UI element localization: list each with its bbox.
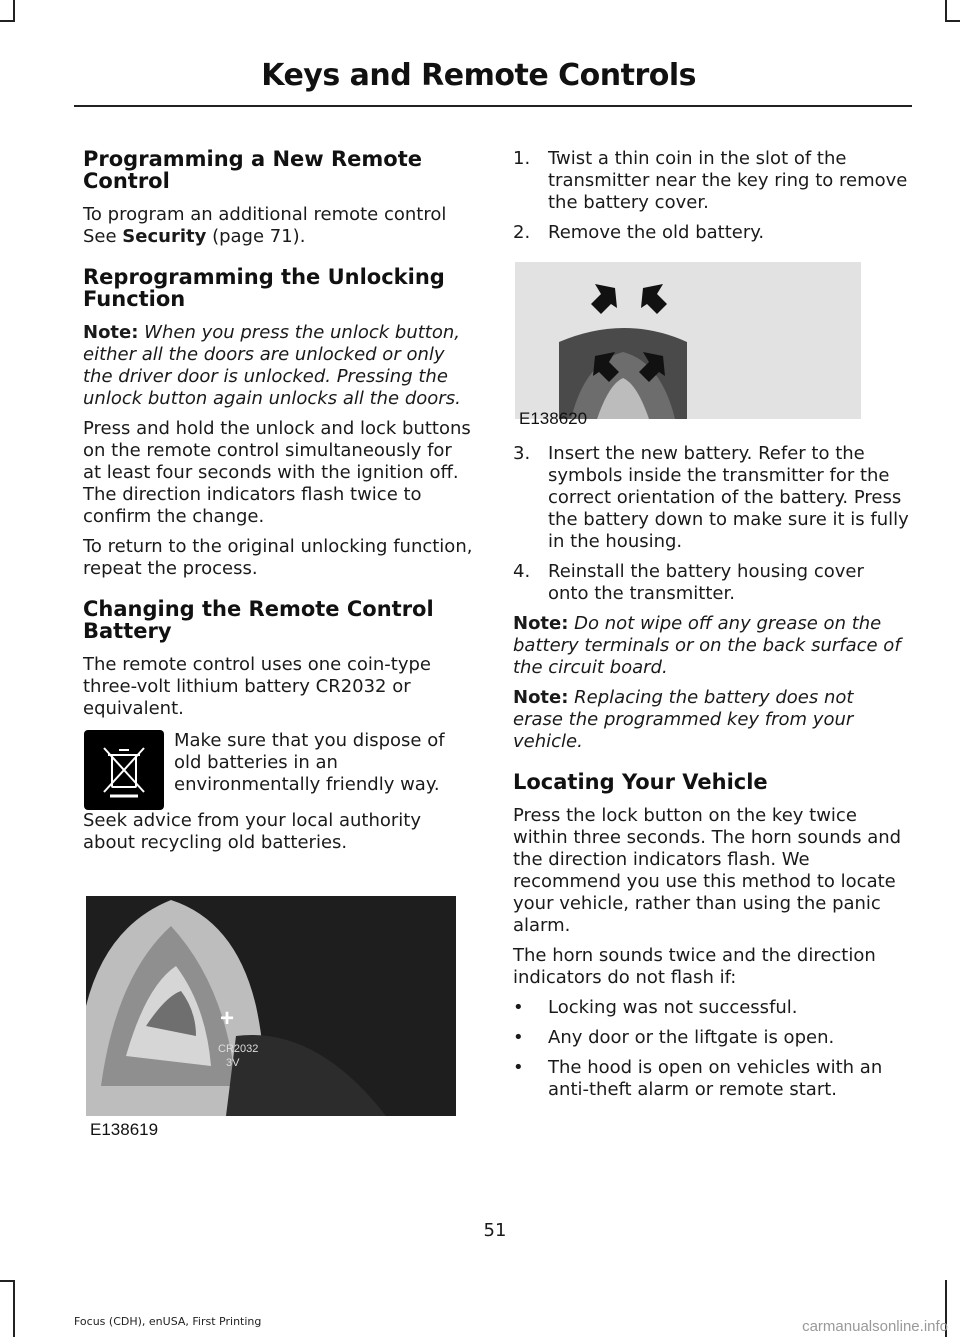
paragraph: Seek advice from your local authority about recycling old batteries. bbox=[83, 810, 422, 853]
figure-id: E138619 bbox=[90, 1120, 159, 1139]
heading-programming: Programming a New Remote Control bbox=[83, 147, 423, 193]
footer-text: Focus (CDH), enUSA, First Printing bbox=[74, 1315, 262, 1328]
battery-cover-figure bbox=[515, 262, 861, 428]
battery-illustration bbox=[86, 896, 456, 1116]
page-number: 51 bbox=[483, 1220, 507, 1241]
paragraph: The remote control uses one coin-type three-volt lithium battery CR2032 or equivalent. bbox=[83, 654, 431, 719]
paragraph: To return to the original unlocking function, repeat the process. bbox=[83, 536, 473, 579]
paragraph: Press and hold the unlock and lock buttons on the remote control simultaneously for at least four seconds with the ignition off. The direction indicators flash twice to confirm the change. bbox=[83, 418, 471, 527]
crop-mark bbox=[945, 20, 960, 22]
battery-figure bbox=[86, 896, 456, 1139]
list-item: 1. Twist a thin coin in the slot of the transmitter near the key ring to remove the battery cover. bbox=[513, 148, 908, 213]
left-column bbox=[83, 147, 475, 1139]
heading-locating: Locating Your Vehicle bbox=[513, 770, 768, 794]
crop-mark bbox=[0, 1280, 15, 1282]
crop-mark bbox=[0, 20, 15, 22]
paragraph: Press the lock button on the key twice within three seconds. The horn sounds and the direction indicators flash. We recommend you use this method to locate your vehicle, rather than using the panic alarm. bbox=[513, 805, 902, 936]
disposal-block bbox=[83, 730, 475, 810]
header-divider bbox=[74, 105, 912, 107]
list-item: 3. Insert the new battery. Refer to the symbols inside the transmitter for the correct orientation of the battery. Press the battery down to make sure it is fully in the housing. bbox=[513, 443, 909, 552]
battery-label: CR2032 bbox=[218, 1043, 259, 1055]
right-column bbox=[513, 148, 909, 1109]
bullet-item: • The hood is open on vehicles with an anti-theft alarm or remote start. bbox=[513, 1057, 883, 1100]
watermark: carmanualsonline.info bbox=[802, 1318, 948, 1335]
note: Note: When you press the unlock button, either all the doors are unlocked or only the driver door is unlocked. Pressing the unlock button again unlocks all the doors. bbox=[83, 322, 461, 409]
list-item: 2. Remove the old battery. bbox=[513, 222, 765, 243]
disposal-text: Make sure that you dispose of old batteries in an environmentally friendly way. bbox=[174, 730, 445, 795]
heading-reprogramming: Reprogramming the Unlocking Function bbox=[83, 265, 445, 311]
plus-mark: + bbox=[220, 1005, 235, 1032]
crop-mark bbox=[13, 0, 15, 22]
page-title: Keys and Remote Controls bbox=[261, 58, 696, 93]
crop-mark bbox=[13, 1280, 15, 1337]
figure-id: E138620 bbox=[519, 409, 588, 428]
note: Note: Replacing the battery does not erase the programmed key from your vehicle. bbox=[513, 687, 854, 752]
battery-voltage: 3V bbox=[226, 1057, 240, 1069]
paragraph: The horn sounds twice and the direction indicators do not flash if: bbox=[513, 945, 876, 988]
bullet-item: • Locking was not successful. bbox=[513, 997, 798, 1018]
recycle-bin-icon bbox=[84, 730, 164, 810]
security-link[interactable]: Security bbox=[122, 226, 207, 247]
bullet-item: • Any door or the liftgate is open. bbox=[513, 1027, 835, 1048]
note: Note: Do not wipe off any grease on the battery terminals or on the back surface of the circuit board. bbox=[513, 613, 901, 678]
list-item: 4. Reinstall the battery housing cover onto the transmitter. bbox=[513, 561, 864, 604]
transmitter-illustration bbox=[515, 262, 861, 419]
heading-battery: Changing the Remote Control Battery bbox=[83, 597, 434, 643]
crop-mark bbox=[945, 0, 947, 22]
paragraph: To program an additional remote control See Security (page 71). bbox=[83, 204, 447, 247]
